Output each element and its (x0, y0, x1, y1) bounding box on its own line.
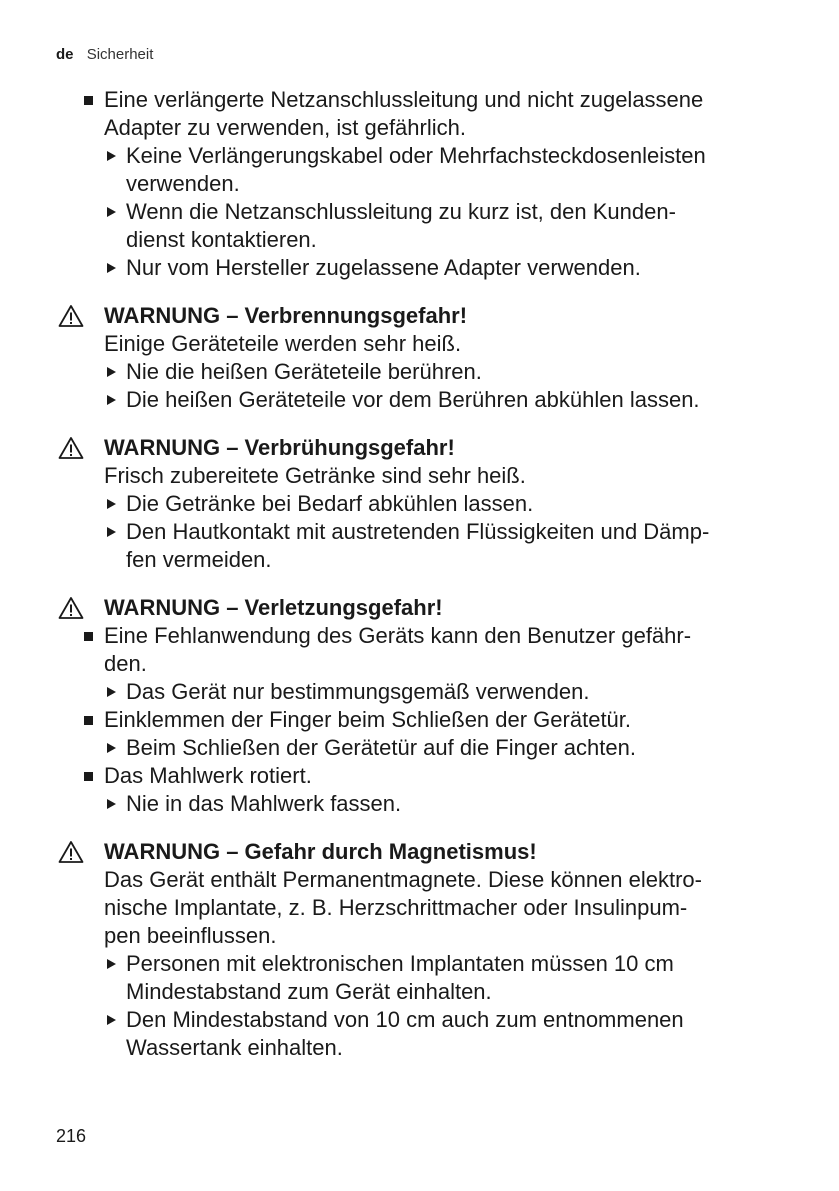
action-item: Nie in das Mahlwerk fassen. (56, 790, 796, 818)
action-item: Keine Verlängerungskabel oder Mehrfachsteckdosenleisten (56, 142, 796, 170)
action-item: Wenn die Netzanschlussleitung zu kurz ist, den Kunden- (56, 198, 796, 226)
action-item: Den Mindestabstand von 10 cm auch zum entnommenen (56, 1006, 796, 1034)
action-item: Nur vom Hersteller zugelassene Adapter verwenden. (56, 254, 796, 282)
warning-title: WARNUNG – Verletzungsgefahr! (104, 595, 443, 620)
bullet-text: Einklemmen der Finger beim Schließen der Gerätetür. (56, 706, 796, 734)
bullet-text-continuation: den. (104, 651, 147, 676)
warning-injury (56, 594, 796, 818)
action-item-continuation: Wassertank einhalten. (126, 1035, 343, 1060)
action-item: Das Gerät nur bestimmungsgemäß verwenden. (56, 678, 796, 706)
intro-bullet-item (56, 86, 796, 282)
warning-text: Frisch zubereitete Getränke sind sehr heiß. (104, 463, 526, 488)
warning-magnetism (56, 838, 796, 1062)
warning-triangle-icon (58, 840, 84, 864)
bullet-text: Adapter zu verwenden, ist gefährlich. (104, 115, 466, 140)
warning-triangle-icon (58, 596, 84, 620)
action-item: Beim Schließen der Gerätetür auf die Finger achten. (56, 734, 796, 762)
action-item-continuation: dienst kontaktieren. (126, 227, 317, 252)
section-name: Sicherheit (86, 46, 154, 63)
warning-title: WARNUNG – Verbrennungsgefahr! (104, 303, 468, 328)
warning-text: pen beeinflussen. (104, 923, 277, 948)
warning-triangle-icon (58, 304, 84, 328)
bullet-text: Eine verlängerte Netzanschlussleitung und nicht zugelassene (56, 86, 796, 114)
action-item: Die Getränke bei Bedarf abkühlen lassen. (56, 490, 796, 518)
warning-title: WARNUNG – Verbrühungsgefahr! (104, 435, 455, 460)
bullet-text: Das Mahlwerk rotiert. (56, 762, 796, 790)
action-item-continuation: Mindestabstand zum Gerät einhalten. (126, 979, 492, 1004)
action-item: Nie die heißen Geräteteile berühren. (56, 358, 796, 386)
page-content (56, 86, 796, 1062)
warning-text: Einige Geräteteile werden sehr heiß. (104, 331, 462, 356)
warning-scald (56, 434, 796, 574)
bullet-text: Eine Fehlanwendung des Geräts kann den Benutzer gefähr- (56, 622, 796, 650)
action-item-continuation: verwenden. (126, 171, 240, 196)
warning-title: WARNUNG – Gefahr durch Magnetismus! (104, 839, 537, 864)
action-item: Den Hautkontakt mit austretenden Flüssigkeiten und Dämp- (56, 518, 796, 546)
warning-text: nische Implantate, z. B. Herzschrittmacher oder Insulinpum- (104, 895, 688, 920)
warning-triangle-icon (58, 436, 84, 460)
action-item: Die heißen Geräteteile vor dem Berühren abkühlen lassen. (56, 386, 796, 414)
language-code: de (56, 46, 74, 63)
warning-text: Das Gerät enthält Permanentmagnete. Diese können elektro- (104, 867, 702, 892)
running-header (56, 46, 153, 63)
action-item-continuation: fen vermeiden. (126, 547, 272, 572)
page-number: 216 (56, 1126, 87, 1146)
action-item: Personen mit elektronischen Implantaten müssen 10 cm (56, 950, 796, 978)
warning-burn (56, 302, 796, 414)
